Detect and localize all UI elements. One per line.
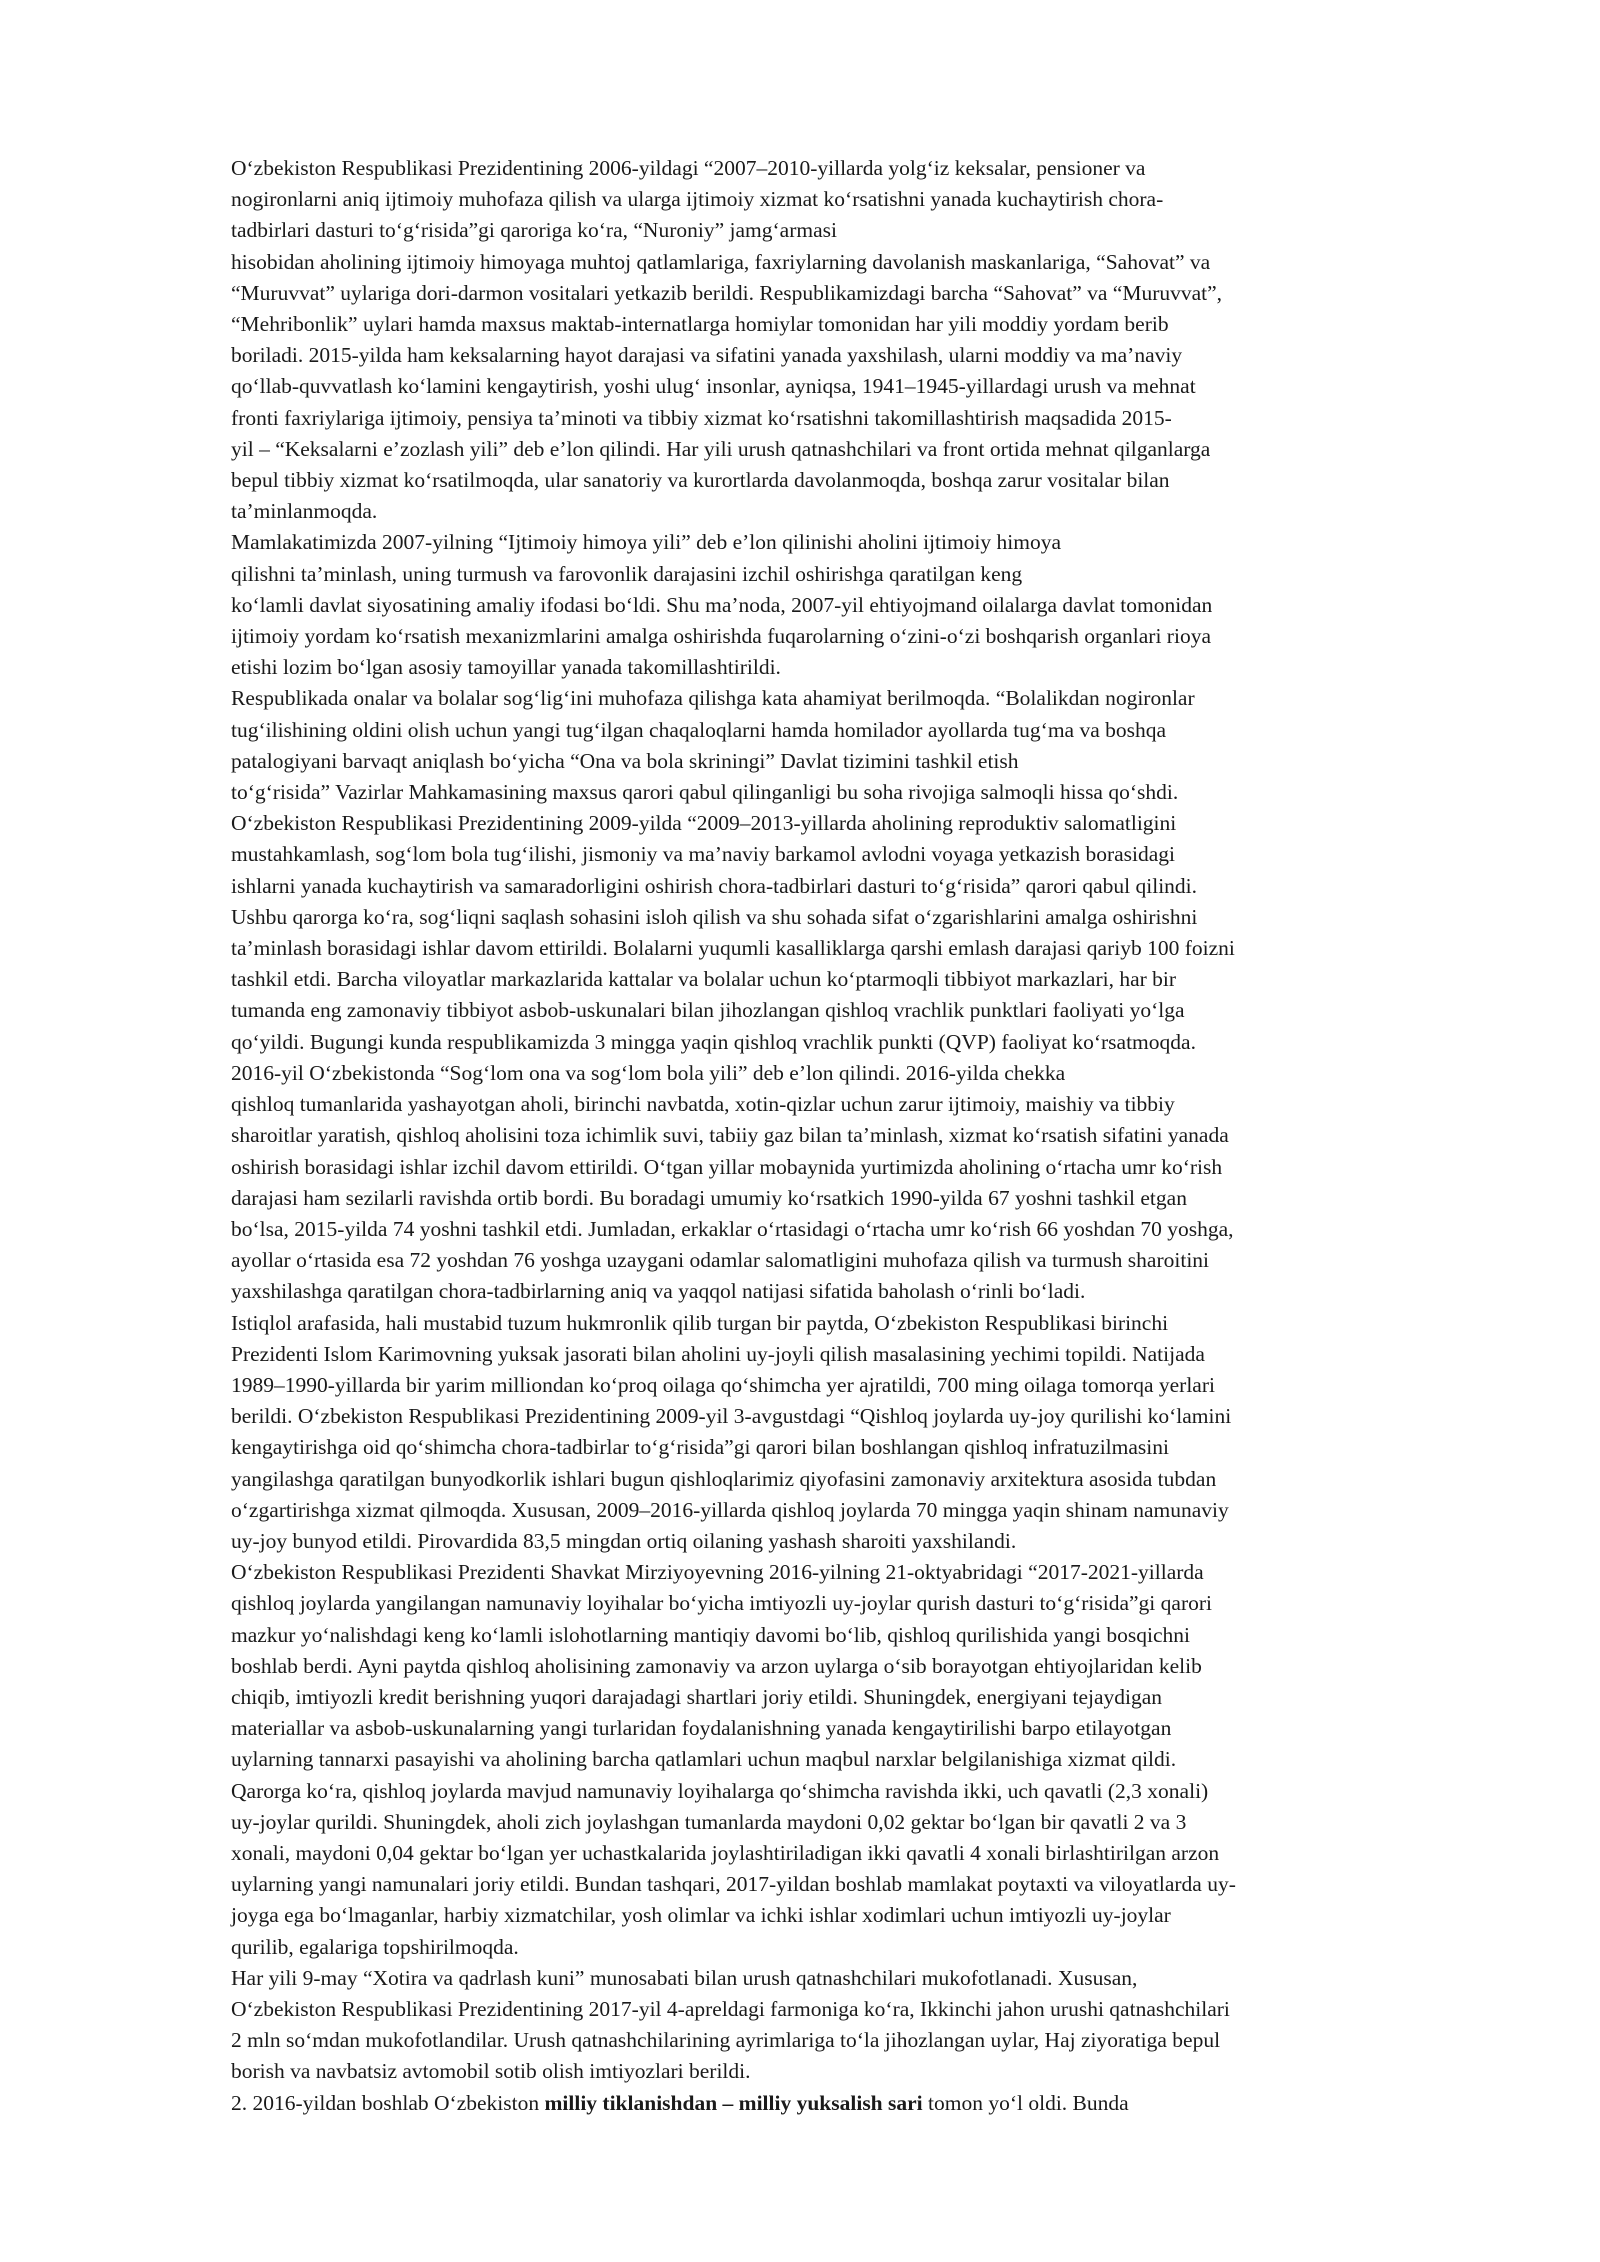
text-line: tug‘ilishining oldini olish uchun yangi tug‘ilgan chaqaloqlarni hamda homilador ayollarda tug‘ma va boshqa (231, 717, 1167, 742)
text-line: Mamlakatimizda 2007-yilning “Ijtimoiy himoya yili” deb e’lon qilinishi aholini ijtimoiy himoya (231, 530, 1062, 555)
text-line: Respublikada onalar va bolalar sog‘lig‘ini muhofaza qilishga kata ahamiyat berilmoqda. “Bolalikdan nogironlar (231, 686, 1195, 711)
text-line: joyga ega bo‘lmaganlar, harbiy xizmatchilar, yosh olimlar va ichki ishlar xodimlari uchun imtiyozli uy-joylar (231, 1903, 1171, 1928)
text-line: to‘g‘risida” Vazirlar Mahkamasining maxsus qarori qabul qilinganligi bu soha rivojiga salmoqli hissa qo‘shdi. (231, 780, 1179, 805)
last-line-bold: milliy tiklanishdan – milliy yuksalish sari (544, 2090, 923, 2115)
text-line: uy-joy bunyod etildi. Pirovardida 83,5 mingdan ortiq oilaning yashash sharoiti yaxshilandi. (231, 1528, 1017, 1553)
text-line: yaxshilashga qaratilgan chora-tadbirlarning aniq va yaqqol natijasi sifatida baholash o‘rinli bo‘ladi. (231, 1279, 1086, 1304)
text-line: ijtimoiy yordam ko‘rsatish mexanizmlarini amalga oshirishda fuqarolarning o‘zini-o‘zi boshqarish organlari rioya (231, 624, 1211, 649)
text-line: tumanda eng zamonaviy tibbiyot asbob-uskunalari bilan jihozlangan qishloq vrachlik punktlari faoliyati yo‘lga (231, 998, 1185, 1023)
text-line: boriladi. 2015-yilda ham keksalarning hayot darajasi va sifatini yanada yaxshilash, ularni moddiy va ma’naviy (231, 343, 1183, 368)
document-body (231, 153, 1501, 2088)
text-line: hisobidan aholining ijtimoiy himoyaga muhtoj qatlamlariga, faxriylarning davolanish maskanlariga, “Sahovat” va (231, 249, 1211, 274)
text-line: uylarning yangi namunalari joriy etildi. Bundan tashqari, 2017-yildan boshlab mamlakat poytaxti va viloyatlarda uy- (231, 1872, 1236, 1897)
text-line: oshirish borasidagi ishlar izchil davom ettirildi. O‘tgan yillar mobaynida yurtimizda aholining o‘rtacha umr ko‘rish (231, 1154, 1223, 1179)
text-line: ishlarni yanada kuchaytirish va samaradorligini oshirish chora-tadbirlari dasturi to‘g‘risida” qarori qabul qilindi. (231, 873, 1198, 898)
text-line: “Muruvvat” uylariga dori-darmon vositalari yetkazib berildi. Respublikamizdagi barcha “Sahovat” va “Muruvvat”, (231, 280, 1223, 305)
text-line: kengaytirishga oid qo‘shimcha chora-tadbirlar to‘g‘risida”gi qarori bilan boshlangan qishloq infratuzilmasini (231, 1435, 1169, 1460)
text-line: materiallar va asbob-uskunalarning yangi turlaridan foydalanishning yanada kengaytirilishi barpo etilayotgan (231, 1716, 1172, 1741)
last-line-end: tomon yo‘l oldi. Bunda (922, 2090, 1129, 2115)
text-line: o‘zgartirishga xizmat qilmoqda. Xususan, 2009–2016-yillarda qishloq joylarda 70 mingga yaqin shinam namunaviy (231, 1497, 1229, 1522)
text-line: O‘zbekiston Respublikasi Prezidentining 2009-yilda “2009–2013-yillarda aholining reproduktiv salomatligini (231, 811, 1177, 836)
text-line: bo‘lsa, 2015-yilda 74 yoshni tashkil etdi. Jumladan, erkaklar o‘rtasidagi o‘rtacha umr ko‘rish 66 yoshdan 70 yoshga, (231, 1216, 1234, 1241)
text-line: Prezidenti Islom Karimovning yuksak jasorati bilan aholini uy-joyli qilish masalasining yechimi topildi. Natijada (231, 1341, 1205, 1366)
text-line: borish va navbatsiz avtomobil sotib olish imtiyozlari berildi. (231, 2059, 751, 2084)
text-line: qishloq tumanlarida yashayotgan aholi, birinchi navbatda, xotin-qizlar uchun zarur ijtimoiy, maishiy va tibbiy (231, 1092, 1175, 1117)
text-line: ko‘lamli davlat siyosatining amaliy ifodasi bo‘ldi. Shu ma’noda, 2007-yil ehtiyojmand oilalarga davlat tomonidan (231, 592, 1213, 617)
text-line: bepul tibbiy xizmat ko‘rsatilmoqda, ular sanatoriy va kurortlarda davolanmoqda, boshqa zarur vositalar bilan (231, 468, 1170, 493)
text-line: yangilashga qaratilgan bunyodkorlik ishlari bugun qishloqlarimiz qiyofasini zamonaviy arxitektura asosida tubdan (231, 1466, 1217, 1491)
text-line: 2016-yil O‘zbekistonda “Sog‘lom ona va sog‘lom bola yili” deb e’lon qilindi. 2016-yilda chekka (231, 1060, 1066, 1085)
text-line: O‘zbekiston Respublikasi Prezidenti Shavkat Mirziyoyevning 2016-yilning 21-oktyabridagi “2017-2021-yillarda (231, 1560, 1204, 1585)
text-line: uy-joylar qurildi. Shuningdek, aholi zich joylashgan tumanlarda maydoni 0,02 gektar bo‘lgan bir qavatli 2 va 3 (231, 1809, 1187, 1834)
text-line: berildi. O‘zbekiston Respublikasi Prezidentining 2009-yil 3-avgustdagi “Qishloq joylarda uy-joy qurilishi ko‘lamini (231, 1404, 1232, 1429)
text-line: nogironlarni aniq ijtimoiy muhofaza qilish va ularga ijtimoiy xizmat ko‘rsatishni yanada kuchaytirish chora- (231, 187, 1164, 212)
document-page (231, 153, 1501, 2119)
text-line: boshlab berdi. Ayni paytda qishloq aholisining zamonaviy va arzon uylarga o‘sib borayotgan ehtiyojlaridan kelib (231, 1653, 1202, 1678)
text-line: qishloq joylarda yangilangan namunaviy loyihalar bo‘yicha imtiyozli uy-joylar qurish dasturi to‘g‘risida”gi qarori (231, 1591, 1212, 1616)
text-line: patalogiyani barvaqt aniqlash bo‘yicha “Ona va bola skriningi” Davlat tizimini tashkil etish (231, 748, 1019, 773)
text-line: Istiqlol arafasida, hali mustabid tuzum hukmronlik qilib turgan bir paytda, O‘zbekiston Respublikasi birinchi (231, 1310, 1169, 1335)
text-line: O‘zbekiston Respublikasi Prezidentining 2017-yil 4-apreldagi farmoniga ko‘ra, Ikkinchi jahon urushi qatnashchilari (231, 1996, 1230, 2021)
text-line: etishi lozim bo‘lgan asosiy tamoyillar yanada takomillashtirildi. (231, 655, 781, 680)
text-line: mustahkamlash, sog‘lom bola tug‘ilishi, jismoniy va ma’naviy barkamol avlodni voyaga yetkazish borasidagi (231, 842, 1176, 867)
text-line: uylarning tannarxi pasayishi va aholining barcha qatlamlari uchun maqbul narxlar belgilanishiga xizmat qildi. (231, 1747, 1177, 1772)
text-line: 2 mln so‘mdan mukofotlandilar. Urush qatnashchilarining ayrimlariga to‘la jihozlangan uylar, Haj ziyoratiga bepul (231, 2028, 1221, 2053)
text-line: ta’minlanmoqda. (231, 499, 378, 524)
text-line: 1989–1990-yillarda bir yarim milliondan ko‘proq oilaga qo‘shimcha yer ajratildi, 700 ming oilaga tomorqa yerlari (231, 1372, 1215, 1397)
last-line-start: 2. 2016-yildan boshlab O‘zbekiston (231, 2090, 545, 2115)
text-line: qo‘yildi. Bugungi kunda respublikamizda 3 mingga yaqin qishloq vrachlik punkti (QVP) faoliyat ko‘rsatmoqda. (231, 1029, 1196, 1054)
text-line: xonali, maydoni 0,04 gektar bo‘lgan yer uchastkalarida joylashtiriladigan ikki qavatli 4 xonali birlashtirilgan arzon (231, 1840, 1220, 1865)
text-line: Har yili 9-may “Xotira va qadrlash kuni” munosabati bilan urush qatnashchilari mukofotlanadi. Xususan, (231, 1965, 1138, 1990)
text-line: tashkil etdi. Barcha viloyatlar markazlarida kattalar va bolalar uchun ko‘ptarmoqli tibbiyot markazlari, har bir (231, 967, 1177, 992)
text-line: O‘zbekiston Respublikasi Prezidentining 2006-yildagi “2007–2010-yillarda yolg‘iz keksalar, pensioner va (231, 156, 1146, 180)
text-line-last (231, 2088, 1501, 2119)
text-line: mazkur yo‘nalishdagi keng ko‘lamli islohotlarning mantiqiy davomi bo‘lib, qishloq qurilishida yangi bosqichni (231, 1622, 1191, 1647)
text-line: tadbirlari dasturi to‘g‘risida”gi qaroriga ko‘ra, “Nuroniy” jamg‘armasi (231, 218, 837, 243)
text-line: chiqib, imtiyozli kredit berishning yuqori darajadagi shartlari joriy etildi. Shuningdek, energiyani tejaydigan (231, 1684, 1163, 1709)
text-line: yil – “Keksalarni e’zozlash yili” deb e’lon qilindi. Har yili urush qatnashchilari va front ortida mehnat qilganlarga (231, 436, 1211, 461)
text-line: qurilib, egalariga topshirilmoqda. (231, 1934, 519, 1959)
text-line: Ushbu qarorga ko‘ra, sog‘liqni saqlash sohasini isloh qilish va shu sohada sifat o‘zgarishlarini amalga oshirishni (231, 904, 1198, 929)
text-line: “Mehribonlik” uylari hamda maxsus maktab-internatlarga homiylar tomonidan har yili moddiy yordam berib (231, 312, 1169, 337)
text-line: darajasi ham sezilarli ravishda ortib bordi. Bu boradagi umumiy ko‘rsatkich 1990-yilda 67 yoshni tashkil etgan (231, 1185, 1187, 1210)
text-line: sharoitlar yaratish, qishloq aholisini toza ichimlik suvi, tabiiy gaz bilan ta’minlash, xizmat ko‘rsatish sifatini yanada (231, 1123, 1229, 1148)
text-line: qilishni ta’minlash, uning turmush va farovonlik darajasini izchil oshirishga qaratilgan keng (231, 561, 1023, 586)
text-line: fronti faxriylariga ijtimoiy, pensiya ta’minoti va tibbiy xizmat ko‘rsatishni takomillashtirish maqsadida 2015- (231, 405, 1172, 430)
text-line: ayollar o‘rtasida esa 72 yoshdan 76 yoshga uzaygani odamlar salomatligini muhofaza qilish va turmush sharoitini (231, 1248, 1210, 1273)
text-line: qo‘llab-quvvatlash ko‘lamini kengaytirish, yoshi ulug‘ insonlar, ayniqsa, 1941–1945-yillardagi urush va mehnat (231, 374, 1196, 399)
text-line: ta’minlash borasidagi ishlar davom ettirildi. Bolalarni yuqumli kasalliklarga qarshi emlash darajasi qariyb 100 foizni (231, 936, 1235, 961)
text-line: Qarorga ko‘ra, qishloq joylarda mavjud namunaviy loyihalarga qo‘shimcha ravishda ikki, uch qavatli (2,3 xonali) (231, 1778, 1209, 1803)
